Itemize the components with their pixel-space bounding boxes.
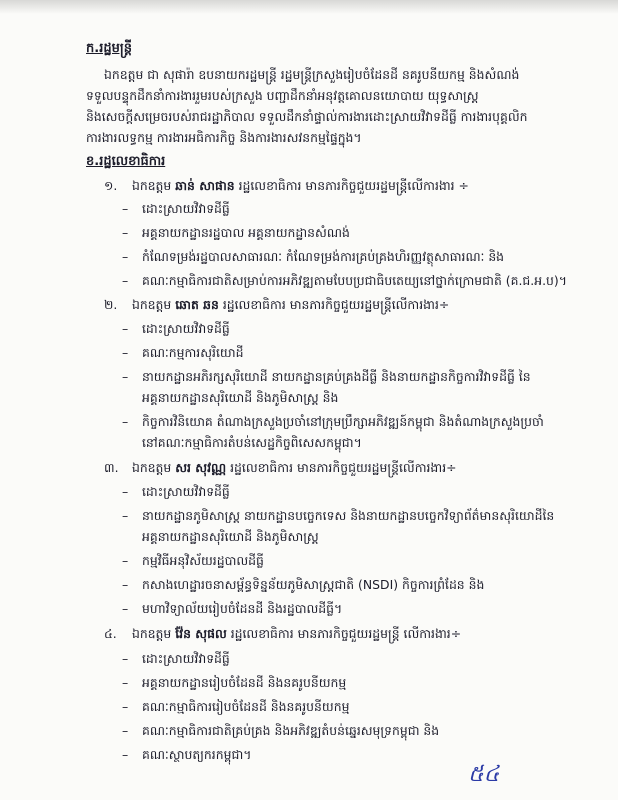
section-ka-title: ក.រដ្ឋមន្ត្រី [86,41,132,56]
handwritten-page-number: ៥៤ [468,762,500,787]
official-role: រដ្ឋលេខាធិការ មានភារកិច្ចជួយរដ្ឋមន្ត្រីលើការងារ÷ [222,297,450,312]
duty-item: – ដោះស្រាយវិវាទដីធ្លី [122,201,230,216]
duty-item: – ដោះស្រាយវិវាទដីធ្លី [122,651,230,666]
official-name: សរ សុវណ្ណ [175,460,227,475]
official-role: រដ្ឋលេខាធិការ មានភារកិច្ចជួយរដ្ឋមន្ត្រីលើការងារ÷ [230,460,457,475]
duty-item: – គណៈកម្មាធិការរៀបចំដែនដី និងនគរូបនីយកម្ម [122,699,350,714]
section-ka-line-2: ទទួលបន្ទុកដឹកនាំការងាររួមរបស់ក្រសួង បញ្ជាដឹកនាំអនុវត្តគោលនយោបាយ យុទ្ធសាស្ត្រ [86,88,479,103]
item-prefix: ឯកឧត្តម [131,626,172,641]
duty-item: – នាយកដ្ឋានភូមិសាស្ត្រ នាយកដ្ឋានបច្ចេកទេស និងនាយកដ្ឋានបច្ចេកវិទ្យាព័ត៌មានសុរិយោដីនៃ [122,508,555,523]
duty-item: – ដោះស្រាយវិវាទដីធ្លី [122,484,230,499]
duty-item: – កសាងហេដ្ឋារចនាសម្ព័ន្ធទិន្នន័យភូមិសាស្ត្រជាតិ (NSDI) កិច្ចការព្រំដែន និង [122,577,485,592]
duty-item: – មហាវិទ្យាល័យរៀបចំដែនដី និងរដ្ឋបាលដីធ្លី។ [122,601,343,616]
item-2-header [104,296,449,314]
item-prefix: ឯកឧត្តម [131,178,172,193]
duty-item: – កម្មវិធីអនុវិស័យរដ្ឋបាលដីធ្លី [122,553,264,568]
official-name: ឆោត ឆន [175,297,219,312]
duty-item: – ដោះស្រាយវិវាទដីធ្លី [122,321,230,336]
section-kha-title: ខ.រដ្ឋលេខាធិការ [86,154,166,169]
section-ka-line-4: ការងារលទ្ធកម្ម ការងារអធិការកិច្ច និងការងារសវនកម្មផ្ទៃក្នុង។ [86,130,362,145]
item-prefix: ឯកឧត្តម [131,460,172,475]
item-3-header [104,459,457,477]
item-1-header [104,177,469,195]
duty-item: – គណៈកម្មាធិការជាតិគ្រប់គ្រង និងអភិវឌ្ឍតំបន់ឆ្នេរសមុទ្រកម្ពុជា និង [122,723,440,738]
duty-item: – នាយកដ្ឋានអភិរក្សសុរិយោដី នាយកដ្ឋានគ្រប់គ្រងដីធ្លី និងនាយកដ្ឋានកិច្ចការវិវាទដីធ្លី នៃ [122,369,531,384]
item-prefix: ឯកឧត្តម [131,297,172,312]
duty-item: – គណៈកម្មាធិការជាតិសម្រាប់ការអភិវឌ្ឍតាមបែបប្រជាធិបតេយ្យនៅថ្នាក់ក្រោមជាតិ (គ.ជ.អ.ប)។ [122,273,567,288]
duty-item: – អគ្គនាយកដ្ឋានរៀបចំដែនដី និងនគរូបនីយកម្ម [122,675,347,690]
duty-item: – កិច្ចការវិនិយោគ តំណាងក្រសួងប្រចាំនៅក្រុមប្រឹក្សាអភិវឌ្ឍន៍កម្ពុជា និងតំណាងក្រសួងប្រចាំ [122,414,544,429]
duty-item: – កំណែទម្រង់រដ្ឋបាលសាធារណៈ កំណែទម្រង់ការគ្រប់គ្រងហិរញ្ញវត្ថុសាធារណៈ និង [122,249,505,264]
item-number: ១. [104,178,118,193]
duty-item: – គណៈកម្មការសុរិយោដី [122,345,244,360]
official-name: ឆាន់ សាផាន [175,178,235,193]
duty-item-continuation: អគ្គនាយកដ្ឋានសុរិយោដី និងភូមិសាស្ត្រ និង [142,390,339,405]
duty-item-continuation: នៅគណៈកម្មាធិការតំបន់សេដ្ឋកិច្ចពិសេសកម្ពុជា។ [142,435,362,450]
official-name: វ៉ែន សុផល [175,626,227,641]
item-number: ៤. [104,626,117,641]
official-role: រដ្ឋលេខាធិការ មានភារកិច្ចជួយរដ្ឋមន្ត្រី លើការងារ÷ [230,626,462,641]
official-role: រដ្ឋលេខាធិការ មានភារកិច្ចជួយរដ្ឋមន្ត្រីលើការងារ ÷ [238,178,469,193]
item-number: ៣. [104,460,119,475]
section-ka-line-3: និងសេចក្តីសម្រេចរបស់រាជរដ្ឋាភិបាល ទទួលដឹកនាំផ្ទាល់ការងារដោះស្រាយវិវាទដីធ្លី ការងារបុគ្គលិក [86,109,528,124]
item-number: ២. [104,297,118,312]
duty-item: – គណៈស្ថាបត្យករកម្ពុជា។ [122,747,252,762]
section-ka-line-1: ឯកឧត្តម ជា សុផារ៉ា ឧបនាយករដ្ឋមន្ត្រី រដ្ឋមន្ត្រីក្រសួងរៀបចំដែនដី នគរូបនីយកម្ម និងសំណង់ [104,67,520,82]
duty-item: – អគ្គនាយកដ្ឋានរដ្ឋបាល អគ្គនាយកដ្ឋានសំណង់ [122,225,350,240]
item-4-header [104,625,461,643]
duty-item-continuation: អគ្គនាយកដ្ឋានសុរិយោដី និងភូមិសាស្ត្រ [142,529,319,544]
